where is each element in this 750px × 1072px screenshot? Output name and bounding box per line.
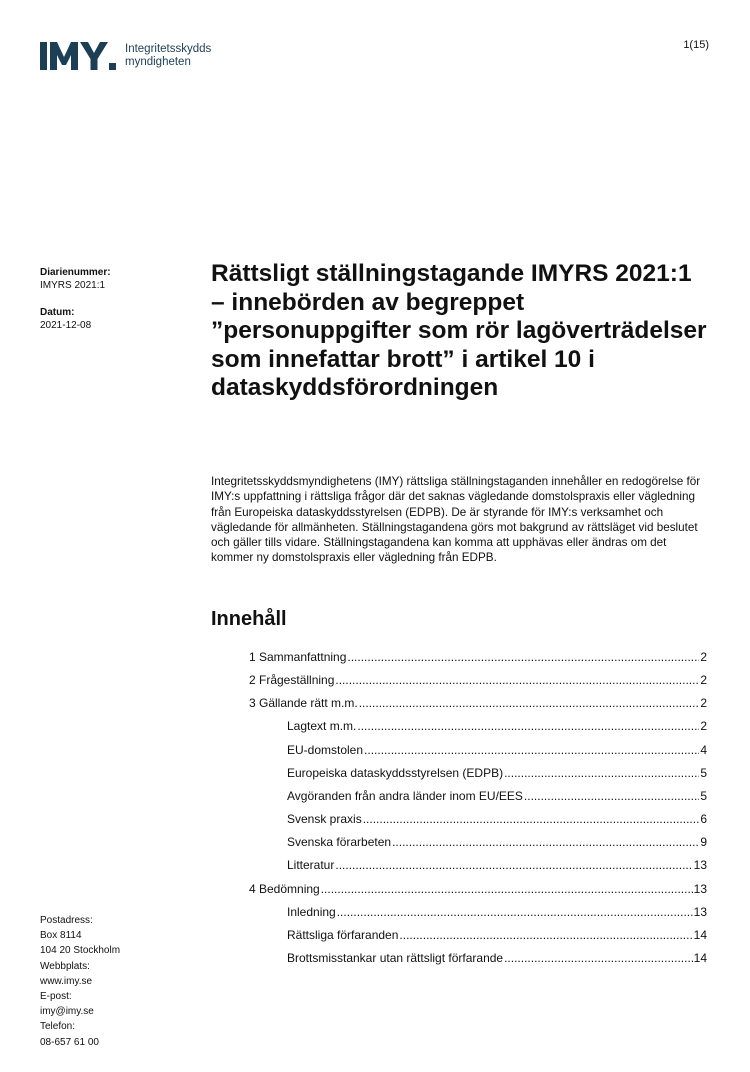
- toc-entry-page: 13: [693, 881, 707, 896]
- imy-logo-icon: [40, 41, 116, 71]
- toc-entry-title: 2 Frågeställning: [249, 673, 335, 688]
- logo-line-1: Integritetsskydds: [125, 43, 212, 55]
- epost-label: E-post:: [40, 991, 72, 1003]
- toc-entry-title: Litteratur: [287, 858, 335, 873]
- logo-line-2: myndigheten: [125, 56, 191, 68]
- postadress-box: Box 8114: [40, 930, 82, 942]
- telefon-label: Telefon:: [40, 1021, 76, 1033]
- toc-entry-title: Europeiska dataskyddsstyrelsen (EDPB): [287, 765, 504, 780]
- toc-entry-page: 6: [700, 812, 707, 827]
- toc-entry-page: 2: [700, 650, 707, 664]
- toc-entry-page: 2: [700, 719, 707, 734]
- document-title: Rättsligt ställningstagande IMYRS 2021:1 – innebörden av begreppet ”personuppgifter som rör lagöverträdelser som innefattar brott” i artikel 10 i dataskyddsförordningen: [211, 260, 707, 401]
- toc-leader-dots: [504, 951, 693, 966]
- address-block: [40, 913, 120, 1050]
- toc-entry[interactable]: [287, 766, 707, 781]
- postadress-city: 104 20 Stockholm: [40, 945, 121, 957]
- toc-entry-page: 5: [700, 765, 707, 780]
- postadress-label: Postadress:: [40, 915, 93, 926]
- toc-entry-page: 13: [693, 904, 707, 919]
- toc-entry-page: 5: [700, 788, 707, 803]
- toc-entry-title: Avgöranden från andra länder inom EU/EES: [287, 788, 523, 803]
- toc-entry[interactable]: [287, 858, 707, 873]
- toc-entry-title: Rättsliga förfaranden: [287, 927, 399, 942]
- toc-entry-title: Svensk praxis: [287, 812, 362, 827]
- toc-leader-dots: [337, 905, 693, 920]
- logo-text: [125, 43, 211, 69]
- intro-paragraph: Integritetsskyddsmyndighetens (IMY) rättsliga ställningstaganden innehåller en redogörelse för IMY:s uppfattning i rättsliga frågor där det saknas vägledande domstolspraxis eller vägledning från Europeiska dataskyddsstyrelsen (EDPB). De är styrande för IMY:s verksamhet och vägledande för allmänheten. Ställningstagandena görs mot bakgrund av rättsläget vid beslutet och gäller tills vidare. Ställningstagandena kan komma att upphävas eller ändras om det kommer ny domstolspraxis eller vägledning från EDPB.: [211, 475, 701, 565]
- toc-leader-dots: [321, 882, 693, 897]
- toc-heading: Innehåll: [211, 608, 287, 630]
- telefon-value: 08-657 61 00: [40, 1036, 99, 1048]
- datum-label: Datum:: [40, 307, 75, 318]
- toc-leader-dots: [359, 696, 700, 711]
- toc-leader-dots: [357, 719, 699, 734]
- toc-leader-dots: [335, 858, 692, 873]
- toc-entry-page: 2: [700, 673, 707, 688]
- page-number: 1(15): [683, 39, 709, 51]
- toc-entry[interactable]: [249, 673, 707, 688]
- epost-link[interactable]: imy@imy.se: [40, 1006, 94, 1018]
- toc-entry-title: 3 Gällande rätt m.m.: [249, 696, 358, 711]
- toc-entry-page: 2: [700, 696, 707, 711]
- toc-entry[interactable]: [287, 743, 707, 758]
- toc-entry[interactable]: [287, 719, 707, 734]
- diarienummer-value: IMYRS 2021:1: [40, 280, 106, 291]
- imy-logo: [40, 41, 211, 71]
- toc-entry-title: 1 Sammanfattning: [249, 650, 347, 664]
- toc-entry-title: Inledning: [287, 904, 336, 919]
- toc-entry[interactable]: [287, 905, 707, 920]
- toc-entry[interactable]: [287, 951, 707, 966]
- toc-leader-dots: [392, 835, 699, 850]
- toc-entry[interactable]: [249, 696, 707, 711]
- diarienummer-label: Diarienummer:: [40, 267, 111, 278]
- document-meta: [40, 266, 111, 346]
- toc-entry[interactable]: [249, 650, 707, 665]
- toc-entry-page: 14: [693, 950, 707, 965]
- toc-entry-page: 4: [700, 742, 707, 757]
- toc-entry[interactable]: [287, 789, 707, 804]
- toc-entry[interactable]: [287, 835, 707, 850]
- toc-leader-dots: [524, 789, 699, 804]
- toc-entry-title: EU-domstolen: [287, 742, 364, 757]
- toc-entry-title: Svenska förarbeten: [287, 835, 392, 850]
- toc-entry[interactable]: [287, 928, 707, 943]
- toc-entry-title: 4 Bedömning: [249, 881, 320, 896]
- toc-leader-dots: [504, 766, 699, 781]
- datum-value: 2021-12-08: [40, 320, 92, 331]
- webbplats-label: Webbplats:: [40, 960, 90, 972]
- toc-leader-dots: [399, 928, 692, 943]
- toc-entry-title: Brottsmisstankar utan rättsligt förfarande: [287, 950, 504, 965]
- toc-entry[interactable]: [249, 882, 707, 897]
- toc-leader-dots: [364, 743, 699, 758]
- toc-leader-dots: [347, 650, 699, 665]
- toc-leader-dots: [363, 812, 700, 827]
- toc-entry-title: Lagtext m.m.: [287, 719, 357, 734]
- toc-entry-page: 9: [700, 835, 707, 850]
- webbplats-link[interactable]: www.imy.se: [40, 975, 93, 987]
- toc-entry[interactable]: [287, 812, 707, 827]
- toc-leader-dots: [335, 673, 699, 688]
- toc-entry-page: 13: [693, 858, 707, 873]
- toc-entry-page: 14: [693, 927, 707, 942]
